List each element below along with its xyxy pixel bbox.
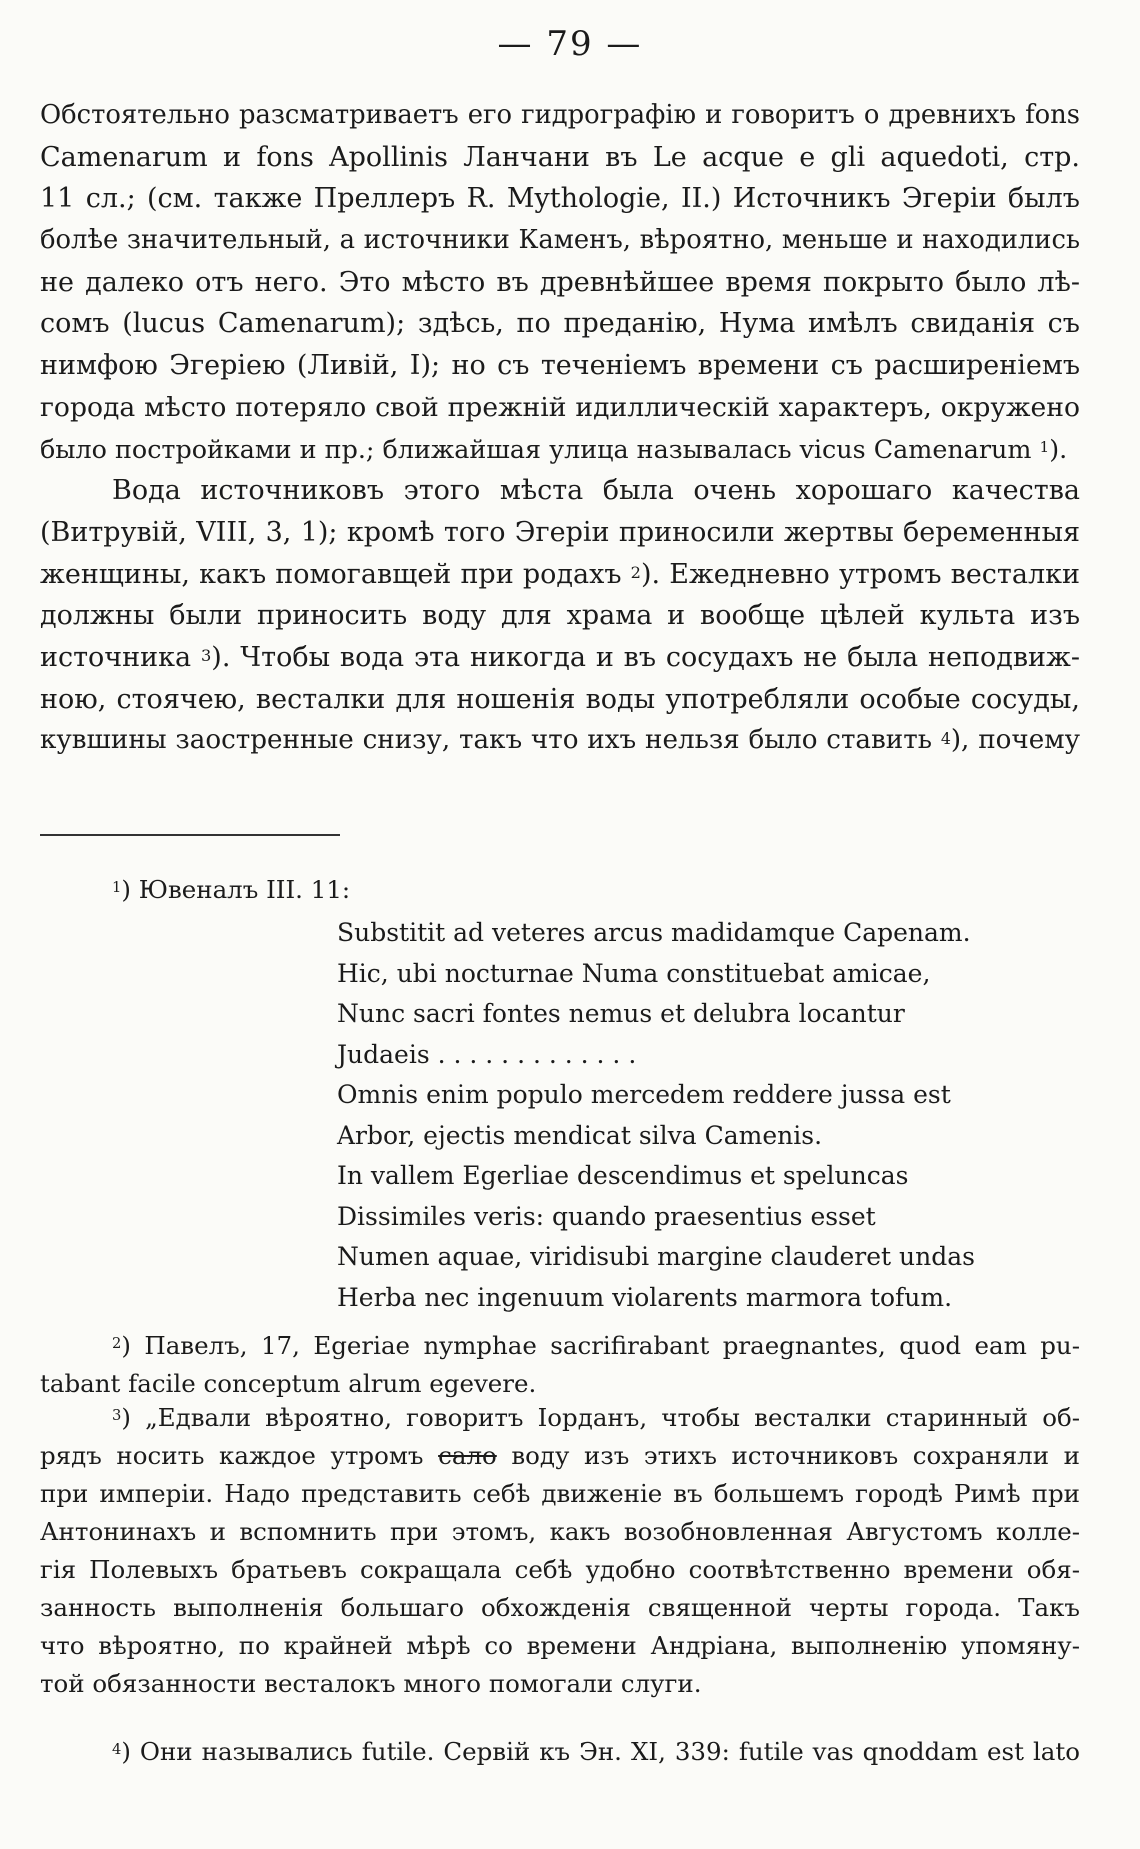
body-line-text: ), почему [950, 725, 1080, 756]
footnote-line [40, 1437, 1080, 1475]
poem-line: Herba nec ingenuum violarents marmora tofum. [337, 1282, 953, 1312]
footnote-ref: 1 [1039, 437, 1050, 456]
poem-line: Arbor, ejectis mendicat silva Camenis. [337, 1120, 823, 1150]
footnote-divider [40, 834, 340, 836]
footnote-line-text: рядъ носить каждое утромъ [40, 1441, 424, 1470]
footnote-line-text: воду изъ этихъ источниковъ сохраняли и [511, 1441, 1080, 1470]
footnote-3 [40, 1399, 1080, 1703]
poem-line: Judaeis . . . . . . . . . . . . . [337, 1039, 637, 1069]
footnote-line [40, 1733, 1080, 1771]
footnote-line: Антонинахъ и вспомнить при этомъ, какъ возобновленная Августомъ колле- [40, 1517, 1080, 1546]
footnote-1 [40, 871, 1080, 909]
footnote-line-text: ) Они назывались futile. Сервій къ Эн. XI, 339: futile vas qnoddam est lato [121, 1737, 1080, 1766]
poem-line: In vallem Egerliae descendimus et speluncas [337, 1161, 909, 1190]
footnote-line: что вѣроятно, по крайней мѣрѣ со времени Андріана, выполненію упомяну- [40, 1631, 1080, 1660]
body-line: ною, стоячею, весталки для ношенія воды употребляли особые сосуды, [40, 683, 1080, 715]
poem-line: Dissimiles veris: quando praesentius esset [337, 1201, 876, 1231]
footnote-ref: 2 [630, 562, 641, 582]
footnote-marker: 1 [112, 879, 122, 896]
body-text [40, 95, 1080, 762]
body-line: города мѣсто потеряло свой прежній идиллическій характеръ, окружено [40, 391, 1080, 423]
footnote-line: гія Полевыхъ братьевъ сокращала себѣ удобно соотвѣтственно времени обя- [40, 1555, 1080, 1584]
body-line: 11 сл.; (см. также Преллеръ R. Mythologie, II.) Источникъ Эгеріи былъ [40, 183, 1080, 215]
footnote-line-text: ) Павелъ, 17, Egeriae nymphae sacrifirabant praegnantes, quod eam pu- [121, 1331, 1080, 1360]
footnote-line: tabant facile conceptum alrum egevere. [40, 1369, 537, 1398]
poem-line: Nunc sacri fontes nemus et delubra locantur [337, 999, 905, 1028]
footnote-line: той обязанности весталокъ много помогали слуги. [40, 1669, 702, 1698]
footnote-1-head: $^1$) Ювеналъ III. 11: [112, 875, 351, 904]
body-line [40, 637, 1080, 679]
body-line-text: кувшины заостренные снизу, такъ что ихъ нельзя было ставить [40, 725, 932, 756]
body-line-text: ). Чтобы вода эта никогда и въ сосудахъ не была неподвиж- [211, 641, 1080, 673]
page-number: — 79 — [497, 24, 643, 64]
body-line: Вода источниковъ этого мѣста была очень хорошаго качества [112, 475, 1080, 507]
footnote-line [40, 1399, 1080, 1437]
poem-line: Substitit ad veteres arcus madidamque Capenam. [337, 918, 971, 947]
body-line [40, 554, 1080, 596]
footnote-ref: 3 [200, 645, 212, 665]
body-line: сомъ (lucus Camenarum); здѣсь, по преданію, Нума имѣлъ свиданія съ [40, 308, 1080, 340]
body-line-text: женщины, какъ помогавщей при родахъ [40, 558, 622, 590]
footnote-line: при имперіи. Надо представить себѣ движеніе въ большемъ городѣ Римѣ при [40, 1479, 1080, 1508]
body-line: нимфою Эгеріею (Ливій, I); но съ теченіемъ времени съ расширеніемъ [40, 350, 1080, 382]
body-line: болѣе значительный, а источники Каменъ, вѣроятно, меньше и находились [40, 225, 1080, 256]
body-line-text: ). Ежедневно утромъ весталки [640, 558, 1080, 590]
body-line-text: было постройками и пр.; ближайшая улица называлась vicus Camenarum [40, 433, 1032, 464]
footnote-marker: 3 [112, 1407, 122, 1424]
body-line: Обстоятельно разсматриваетъ его гидрографію и говоритъ о древнихъ fons [40, 100, 1080, 130]
footnote-line: занность выполненія большаго обхожденія священной черты города. Такъ [40, 1593, 1080, 1622]
footnote-2 [40, 1327, 1080, 1403]
footnote-marker: 2 [112, 1335, 122, 1352]
footnote-1-poem [337, 913, 977, 1318]
poem-line: Hic, ubi nocturnae Numa constituebat amicae, [337, 958, 931, 988]
footnote-1-title: Ювеналъ III. 11: [138, 875, 351, 904]
body-line [40, 720, 1080, 762]
body-line: было постройками и пр.; ближайшая улица называлась vicus Camenarum $^1$). [40, 433, 1068, 464]
footnote-line-text: ) „Едвали вѣроятно, говоритъ Іорданъ, чтобы весталки старинный об- [121, 1403, 1080, 1432]
footnote-ref: 4 [940, 729, 951, 749]
body-line: (Витрувій, VIII, 3, 1); кромѣ того Эгеріи приносили жертвы беременныя [40, 516, 1080, 548]
body-line: Camenarum и fons Apollinis Ланчани въ Le acque e gli aquedoti, стр. [40, 141, 1080, 173]
footnote-4 [40, 1733, 1080, 1771]
footnote-line [40, 1327, 1080, 1365]
footnote-marker: 4 [112, 1741, 122, 1758]
poem-line: Numen aquae, viridisubi margine clauderet undas [337, 1242, 975, 1271]
body-line: должны были приносить воду для храма и вообще цѣлей культа изъ [40, 600, 1080, 632]
poem-line: Omnis enim populo mercedem reddere jussa est [337, 1080, 951, 1109]
struck-word: сало [438, 1441, 497, 1470]
body-line: не далеко отъ него. Это мѣсто въ древнѣйшее время покрыто было лѣ- [40, 266, 1080, 298]
body-line-text: источника [40, 641, 192, 673]
